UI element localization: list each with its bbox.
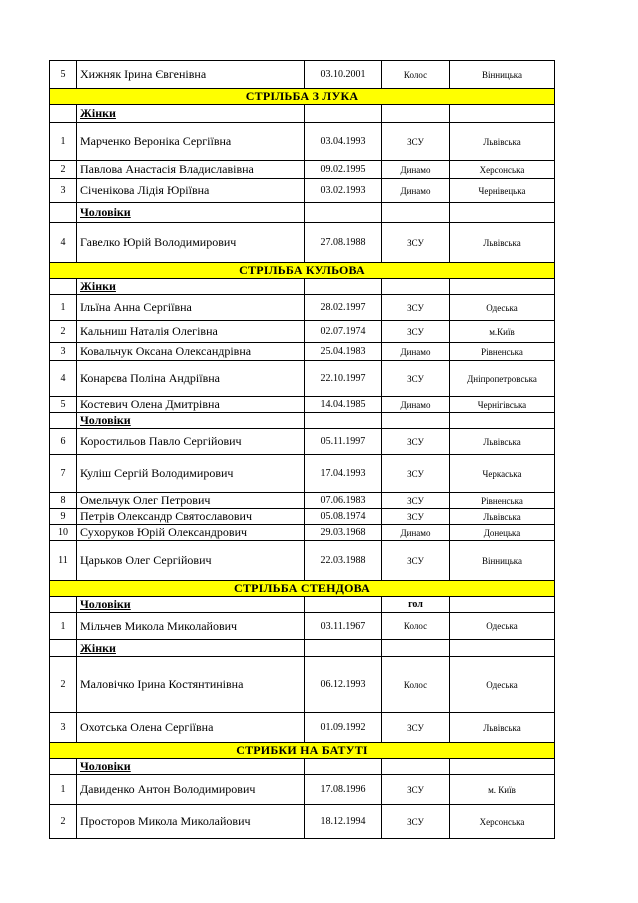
club-cell: Динамо [382, 161, 450, 179]
birth-date-cell: 06.12.1993 [305, 657, 382, 713]
date-cell [305, 203, 382, 223]
gender-header-row [50, 759, 555, 775]
athlete-row [50, 161, 555, 179]
athlete-row [50, 321, 555, 343]
athlete-name-cell: Ільїна Анна Сергіївна [77, 295, 305, 321]
club-cell: ЗСУ [382, 361, 450, 397]
region-cell: Черкаська [450, 455, 555, 493]
date-cell [305, 105, 382, 123]
row-number-cell: 10 [50, 525, 77, 541]
athlete-row [50, 657, 555, 713]
gender-label: Чоловіки [77, 597, 305, 613]
row-number-cell: 3 [50, 179, 77, 203]
extra-label [382, 279, 450, 295]
club-cell: Динамо [382, 397, 450, 413]
athlete-name-cell: Хижняк Ірина Євгенівна [77, 61, 305, 89]
row-number-cell: 11 [50, 541, 77, 581]
athlete-row [50, 61, 555, 89]
birth-date-cell: 22.10.1997 [305, 361, 382, 397]
date-cell [305, 640, 382, 657]
region-cell: Львівська [450, 509, 555, 525]
section-title: СТРІЛЬБА СТЕНДОВА [50, 581, 555, 597]
club-cell: ЗСУ [382, 509, 450, 525]
birth-date-cell: 03.04.1993 [305, 123, 382, 161]
birth-date-cell: 17.08.1996 [305, 775, 382, 805]
region-cell: Львівська [450, 123, 555, 161]
region-cell [450, 413, 555, 429]
club-cell: Колос [382, 61, 450, 89]
athlete-row [50, 361, 555, 397]
region-cell: Чернівецька [450, 179, 555, 203]
row-number-cell: 1 [50, 295, 77, 321]
section-header-row [50, 263, 555, 279]
club-cell: ЗСУ [382, 493, 450, 509]
birth-date-cell: 05.11.1997 [305, 429, 382, 455]
gender-label: Чоловіки [77, 759, 305, 775]
athlete-name-cell: Давиденко Антон Володимирович [77, 775, 305, 805]
row-number-cell: 1 [50, 775, 77, 805]
region-cell [450, 759, 555, 775]
gender-label: Чоловіки [77, 413, 305, 429]
date-cell [305, 279, 382, 295]
athlete-name-cell: Ковальчук Оксана Олександрівна [77, 343, 305, 361]
region-cell [450, 203, 555, 223]
extra-label [382, 640, 450, 657]
club-cell: Колос [382, 657, 450, 713]
athlete-row [50, 397, 555, 413]
section-title: СТРІЛЬБА КУЛЬОВА [50, 263, 555, 279]
athlete-row [50, 295, 555, 321]
row-number-cell: 2 [50, 657, 77, 713]
row-number-cell: 5 [50, 61, 77, 89]
club-cell: Колос [382, 613, 450, 640]
athlete-row [50, 541, 555, 581]
athletes-table-body [50, 61, 555, 839]
gender-header-row [50, 413, 555, 429]
athlete-row [50, 343, 555, 361]
region-cell: м.Київ [450, 321, 555, 343]
extra-label [382, 413, 450, 429]
gender-header-row [50, 279, 555, 295]
date-cell [305, 413, 382, 429]
club-cell: ЗСУ [382, 775, 450, 805]
row-number-cell: 2 [50, 321, 77, 343]
athlete-row [50, 179, 555, 203]
gender-label: Жінки [77, 640, 305, 657]
club-cell: ЗСУ [382, 541, 450, 581]
athlete-row [50, 455, 555, 493]
gender-header-row [50, 105, 555, 123]
date-cell [305, 597, 382, 613]
club-cell: ЗСУ [382, 805, 450, 839]
section-header-row [50, 89, 555, 105]
row-number-cell: 4 [50, 223, 77, 263]
athlete-row [50, 493, 555, 509]
region-cell: Чернігівська [450, 397, 555, 413]
gender-header-row [50, 640, 555, 657]
club-cell: Динамо [382, 343, 450, 361]
gender-label: Чоловіки [77, 203, 305, 223]
region-cell [450, 640, 555, 657]
club-cell: ЗСУ [382, 429, 450, 455]
athlete-row [50, 713, 555, 743]
birth-date-cell: 25.04.1983 [305, 343, 382, 361]
athlete-row [50, 509, 555, 525]
club-cell: Динамо [382, 179, 450, 203]
athlete-name-cell: Мільчев Микола Миколайович [77, 613, 305, 640]
row-number-cell [50, 759, 77, 775]
birth-date-cell: 09.02.1995 [305, 161, 382, 179]
athlete-name-cell: Царьков Олег Сергійович [77, 541, 305, 581]
row-number-cell: 6 [50, 429, 77, 455]
club-cell: ЗСУ [382, 123, 450, 161]
extra-label: гол [382, 597, 450, 613]
row-number-cell: 1 [50, 123, 77, 161]
athletes-sheet [49, 60, 554, 839]
athlete-name-cell: Просторов Микола Миколайович [77, 805, 305, 839]
birth-date-cell: 07.06.1983 [305, 493, 382, 509]
athlete-row [50, 805, 555, 839]
athlete-name-cell: Костевич Олена Дмитрівна [77, 397, 305, 413]
row-number-cell: 3 [50, 343, 77, 361]
club-cell: ЗСУ [382, 223, 450, 263]
row-number-cell: 3 [50, 713, 77, 743]
region-cell: Вінницька [450, 61, 555, 89]
section-header-row [50, 743, 555, 759]
row-number-cell [50, 640, 77, 657]
region-cell [450, 105, 555, 123]
birth-date-cell: 03.02.1993 [305, 179, 382, 203]
region-cell: м. Київ [450, 775, 555, 805]
athlete-name-cell: Павлова Анастасія Владиславівна [77, 161, 305, 179]
section-title: СТРИБКИ НА БАТУТІ [50, 743, 555, 759]
section-header-row [50, 581, 555, 597]
date-cell [305, 759, 382, 775]
row-number-cell [50, 279, 77, 295]
row-number-cell: 2 [50, 161, 77, 179]
athlete-name-cell: Конарєва Поліна Андріївна [77, 361, 305, 397]
athlete-name-cell: Січенікова Лідія Юріївна [77, 179, 305, 203]
athlete-name-cell: Сухоруков Юрій Олександрович [77, 525, 305, 541]
athlete-row [50, 429, 555, 455]
gender-header-row [50, 597, 555, 613]
athlete-name-cell: Петрів Олександр Святославович [77, 509, 305, 525]
birth-date-cell: 22.03.1988 [305, 541, 382, 581]
club-cell: ЗСУ [382, 321, 450, 343]
row-number-cell [50, 597, 77, 613]
row-number-cell: 8 [50, 493, 77, 509]
athlete-name-cell: Куліш Сергій Володимирович [77, 455, 305, 493]
athlete-name-cell: Марченко Вероніка Сергіївна [77, 123, 305, 161]
region-cell: Одеська [450, 295, 555, 321]
region-cell: Львівська [450, 713, 555, 743]
extra-label [382, 759, 450, 775]
region-cell [450, 597, 555, 613]
birth-date-cell: 02.07.1974 [305, 321, 382, 343]
athlete-name-cell: Кальниш Наталія Олегівна [77, 321, 305, 343]
athlete-name-cell: Гавелко Юрій Володимирович [77, 223, 305, 263]
athletes-table [49, 60, 555, 839]
row-number-cell: 2 [50, 805, 77, 839]
region-cell: Донецька [450, 525, 555, 541]
birth-date-cell: 03.11.1967 [305, 613, 382, 640]
athlete-name-cell: Маловічко Ірина Костянтинівна [77, 657, 305, 713]
birth-date-cell: 29.03.1968 [305, 525, 382, 541]
row-number-cell: 1 [50, 613, 77, 640]
region-cell: Рівненська [450, 493, 555, 509]
region-cell: Дніпропетровська [450, 361, 555, 397]
birth-date-cell: 28.02.1997 [305, 295, 382, 321]
birth-date-cell: 14.04.1985 [305, 397, 382, 413]
birth-date-cell: 27.08.1988 [305, 223, 382, 263]
birth-date-cell: 01.09.1992 [305, 713, 382, 743]
row-number-cell: 7 [50, 455, 77, 493]
birth-date-cell: 17.04.1993 [305, 455, 382, 493]
club-cell: Динамо [382, 525, 450, 541]
region-cell: Львівська [450, 429, 555, 455]
athlete-row [50, 613, 555, 640]
row-number-cell: 9 [50, 509, 77, 525]
row-number-cell: 4 [50, 361, 77, 397]
gender-header-row [50, 203, 555, 223]
athlete-name-cell: Коростильов Павло Сергійович [77, 429, 305, 455]
region-cell: Одеська [450, 613, 555, 640]
athlete-row [50, 123, 555, 161]
gender-label: Жінки [77, 105, 305, 123]
athlete-row [50, 223, 555, 263]
athlete-row [50, 775, 555, 805]
club-cell: ЗСУ [382, 713, 450, 743]
row-number-cell: 5 [50, 397, 77, 413]
extra-label [382, 105, 450, 123]
region-cell: Вінницька [450, 541, 555, 581]
gender-label: Жінки [77, 279, 305, 295]
club-cell: ЗСУ [382, 295, 450, 321]
extra-label [382, 203, 450, 223]
region-cell: Львівська [450, 223, 555, 263]
athlete-name-cell: Охотська Олена Сергіївна [77, 713, 305, 743]
club-cell: ЗСУ [382, 455, 450, 493]
region-cell: Рівненська [450, 343, 555, 361]
row-number-cell [50, 413, 77, 429]
birth-date-cell: 05.08.1974 [305, 509, 382, 525]
row-number-cell [50, 105, 77, 123]
athlete-name-cell: Омельчук Олег Петрович [77, 493, 305, 509]
birth-date-cell: 18.12.1994 [305, 805, 382, 839]
region-cell: Херсонська [450, 161, 555, 179]
section-title: СТРІЛЬБА З ЛУКА [50, 89, 555, 105]
birth-date-cell: 03.10.2001 [305, 61, 382, 89]
region-cell: Херсонська [450, 805, 555, 839]
row-number-cell [50, 203, 77, 223]
athlete-row [50, 525, 555, 541]
region-cell: Одеська [450, 657, 555, 713]
region-cell [450, 279, 555, 295]
